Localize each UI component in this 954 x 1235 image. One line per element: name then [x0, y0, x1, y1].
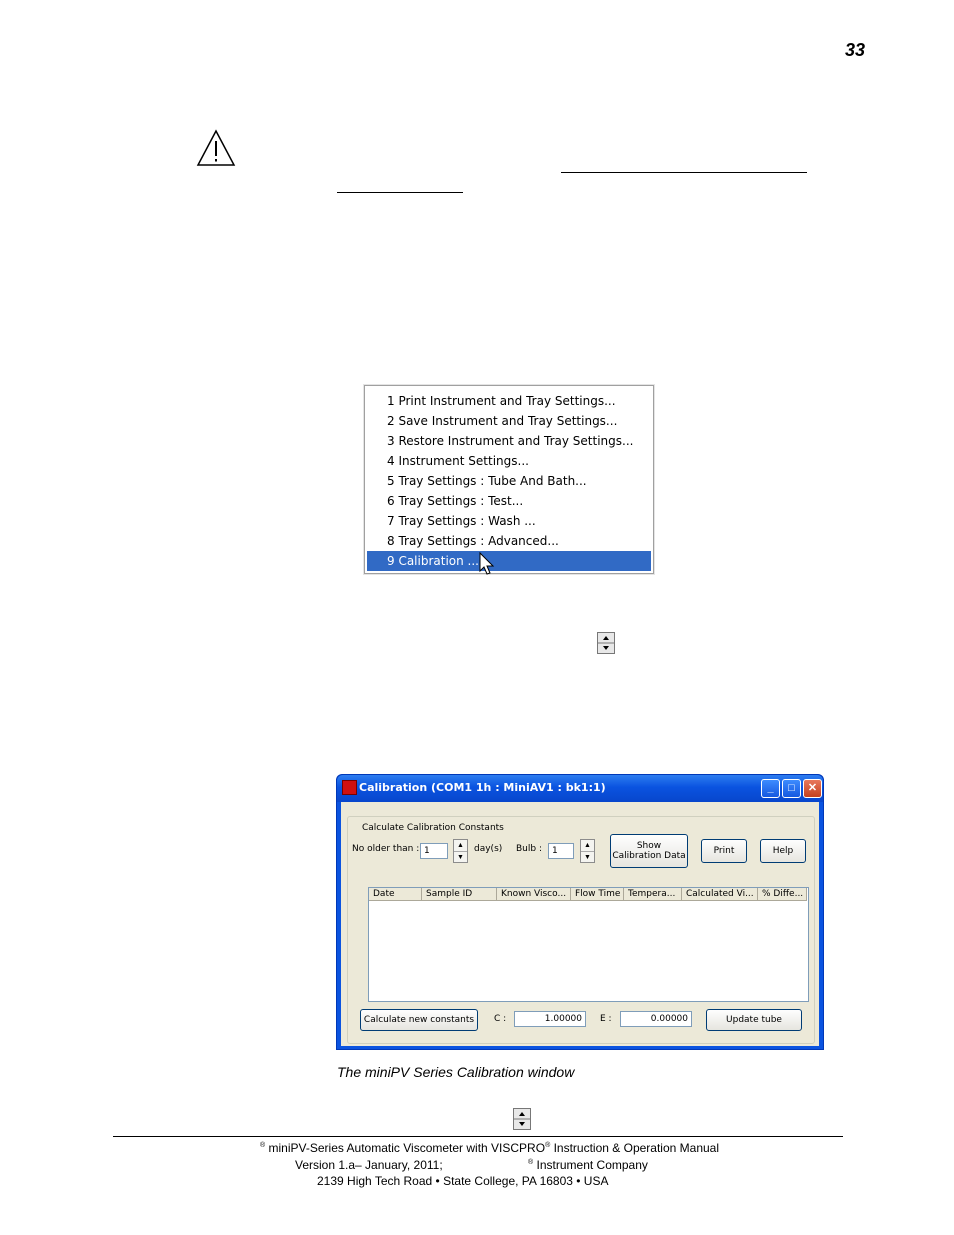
bulb-label: Bulb : [516, 844, 542, 854]
title-bar [337, 775, 823, 802]
menu-item-calibration[interactable]: 9 Calibration ... [367, 551, 651, 571]
column-header-known-viscosity[interactable]: Known Visco... [497, 888, 571, 901]
menu-item-print-settings[interactable]: 1 Print Instrument and Tray Settings... [387, 394, 616, 408]
group-label: Calculate Calibration Constants [362, 823, 504, 833]
c-constant-field[interactable]: 1.00000 [514, 1011, 586, 1027]
e-label: E : [600, 1014, 612, 1024]
mouse-pointer-icon [478, 552, 496, 576]
menu-item-wash[interactable]: 7 Tray Settings : Wash ... [387, 514, 536, 528]
days-spinner[interactable]: ▲ ▼ [453, 839, 468, 863]
menu-item-save-settings[interactable]: 2 Save Instrument and Tray Settings... [387, 414, 618, 428]
underline-rule [337, 192, 463, 193]
app-icon [342, 780, 357, 795]
e-constant-field[interactable]: 0.00000 [620, 1011, 692, 1027]
underline-rule [561, 172, 807, 173]
calculate-new-constants-button[interactable]: Calculate new constants [360, 1009, 478, 1031]
no-older-than-input[interactable]: 1 [420, 843, 448, 859]
spinner-icon [513, 1108, 531, 1130]
c-label: C : [494, 1014, 507, 1024]
bulb-spinner[interactable]: ▲ ▼ [580, 839, 595, 863]
column-header-temperature[interactable]: Tempera... [624, 888, 682, 901]
warning-icon [195, 128, 237, 168]
window-client [341, 802, 819, 1046]
maximize-icon[interactable]: □ [782, 779, 801, 798]
registered-mark: ® [528, 1159, 534, 1166]
registered-mark: ® [260, 1142, 266, 1149]
column-header-date[interactable]: Date [369, 888, 422, 901]
close-icon[interactable]: ✕ [803, 779, 822, 798]
menu-item-restore-settings[interactable]: 3 Restore Instrument and Tray Settings... [387, 434, 634, 448]
menu-item-test[interactable]: 6 Tray Settings : Test... [387, 494, 524, 508]
calibration-window [336, 774, 824, 1050]
column-header-calculated-viscosity[interactable]: Calculated Vi... [682, 888, 758, 901]
column-header-flow-time[interactable]: Flow Time [571, 888, 624, 901]
help-button[interactable]: Help [760, 839, 806, 863]
calibration-data-table[interactable] [368, 887, 809, 1002]
footer-version: Version 1.a– January, 2011; [295, 1158, 443, 1172]
print-button[interactable]: Print [701, 839, 747, 863]
menu-item-advanced[interactable]: 8 Tray Settings : Advanced... [387, 534, 559, 548]
column-header-sample-id[interactable]: Sample ID [422, 888, 497, 901]
footer-manual-subtitle: Instruction & Operation Manual [553, 1141, 719, 1155]
footer-manual-title: miniPV-Series Automatic Viscometer with VISCPRO [268, 1141, 546, 1155]
figure-caption: The miniPV Series Calibration window [337, 1064, 575, 1080]
calibration-constants-group [347, 816, 815, 1044]
registered-mark: ® [545, 1142, 551, 1149]
bulb-input[interactable]: 1 [548, 843, 574, 859]
footer-rule [113, 1136, 843, 1137]
menu-item-instrument-settings[interactable]: 4 Instrument Settings... [387, 454, 529, 468]
days-label: day(s) [474, 844, 503, 854]
show-calibration-data-button[interactable]: Show Calibration Data [610, 834, 688, 868]
menu-item-tube-and-bath[interactable]: 5 Tray Settings : Tube And Bath... [387, 474, 587, 488]
minimize-icon[interactable]: _ [761, 779, 780, 798]
footer-address: 2139 High Tech Road • State College, PA 16803 • USA [317, 1174, 609, 1188]
footer-line-2 [295, 1158, 443, 1172]
no-older-than-label: No older than : [352, 844, 420, 854]
spinner-icon [597, 632, 615, 654]
settings-context-menu [364, 385, 654, 574]
window-title: Calibration (COM1 1h : MiniAV1 : bk1:1) [359, 781, 606, 794]
footer-company-name: Instrument Company [536, 1158, 648, 1172]
page-number: 33 [845, 40, 866, 60]
column-header-percent-difference[interactable]: % Diffe... [758, 888, 807, 901]
footer-line-1 [260, 1141, 719, 1155]
update-tube-button[interactable]: Update tube [706, 1009, 802, 1031]
footer-company [528, 1158, 648, 1172]
